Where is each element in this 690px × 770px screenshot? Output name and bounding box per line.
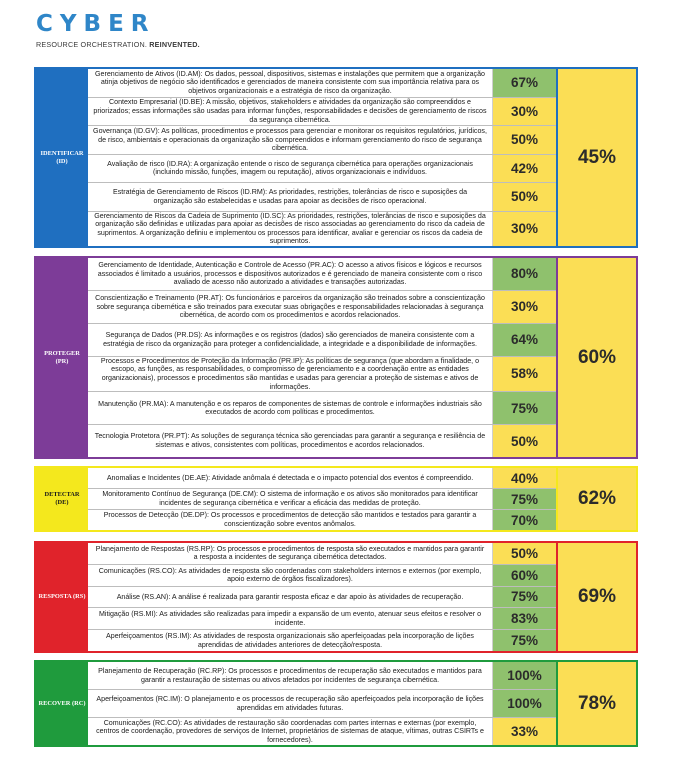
control-description: Monitoramento Contínuo de Segurança (DE.CM): O sistema de informação e os ativos são monitorados para identificar incidentes de segurança cibernética e verificar a eficácia das medidas de proteção. [102, 490, 478, 507]
control-score: 30% [492, 98, 556, 126]
control-score: 33% [492, 718, 556, 745]
table-row [88, 126, 556, 155]
control-score: 40% [492, 468, 556, 488]
control-score: 100% [492, 690, 556, 717]
table-row [88, 718, 556, 745]
table-row [88, 291, 556, 324]
category-rows [88, 69, 556, 246]
control-description: Comunicações (RC.CO): As atividades de restauração são coordenadas com partes internas e externas (por exemplo, centros de coordenação, provedores de serviços de Internet, proprietários de sistemas de ataque, vítimas, outras CSIRTs e fornecedores). [96, 718, 484, 744]
table-row [88, 608, 556, 630]
logo-wordmark: CYBER [36, 11, 156, 37]
category-label: PROTEGER (PR) [36, 258, 88, 457]
category-total-score: 69% [556, 543, 636, 651]
control-description: Aperfeiçoamentos (RC.IM): O planejamento e os processos de recuperação são aperfeiçoados pela incorporação de lições aprendidas em atividades futuras. [96, 694, 484, 712]
control-description: Mitigação (RS.MI): As atividades são realizadas para impedir a expansão de um evento, atenuar seus efeitos e resolver o incidente. [98, 610, 482, 627]
control-description: Segurança de Dados (PR.DS): As informações e os registros (dados) são gerenciados de maneira consistente com a estratégia de risco da organização para proteger a confidencialidade, a integridade e a disponibilidade de informações. [103, 331, 477, 348]
control-score: 30% [492, 212, 556, 246]
table-row [88, 155, 556, 184]
control-description: Estratégia de Gerenciamento de Riscos (ID.RM): As prioridades, restrições, tolerâncias de risco e suposições da organização são estabelecidas e usadas para apoiar as decisões de risco operacional. [112, 188, 468, 205]
section-recover [34, 660, 638, 747]
table-row [88, 543, 556, 565]
control-description: Manutenção (PR.MA): A manutenção e os reparos de componentes de sistemas de controle e informações industriais são executados de acordo com políticas e procedimentos. [98, 399, 482, 417]
control-score: 75% [492, 489, 556, 509]
logo-tagline-regular: RESOURCE ORCHESTRATION. [36, 40, 148, 49]
table-row [88, 392, 556, 425]
control-score: 75% [492, 587, 556, 608]
table-row [88, 662, 556, 690]
control-description: Avaliação de risco (ID.RA): A organização entende o risco de segurança cibernética para operações organizacionais (incluindo missão, funções, imagem ou reputação), ativos organizacionais e indivíduos. [107, 159, 473, 177]
control-description: Processos e Procedimentos de Proteção da Informação (PR.IP): As políticas de segurança (que abordam a finalidade, o escopo, as funções, as responsabilidades, o compromisso de gerenciamento e a coordenação entre as entidades organizacionais), processos e procedimentos são mantidas e usadas para gerenciar a proteção de sistemas e ativos de informações. [100, 356, 480, 391]
control-score: 58% [492, 357, 556, 391]
logo-tagline-bold: REINVENTED. [149, 40, 200, 49]
control-description: Contexto Empresarial (ID.BE): A missão, objetivos, stakeholders e atividades da organização são compreendidos e priorizados; essas informações são usadas para informar funções, responsabilidades e decisões de gerenciamento de riscos da segurança cibernética. [93, 98, 487, 124]
category-total-score: 60% [556, 258, 636, 457]
table-row [88, 258, 556, 291]
control-score: 67% [492, 69, 556, 97]
control-description: Gerenciamento de Riscos da Cadeia de Suprimento (ID.SC): As prioridades, restrições, tolerâncias de risco e suposições da organização são definidas e utilizadas para apoiar as decisões de risco associadas ao gerenciamento do risco da cadeia de suprimentos. A organização definiu e implementou os processos para identificar, avaliar e gerenciar os riscos da cadeia de suprimentos. [94, 211, 486, 246]
category-total-score: 62% [556, 468, 636, 530]
control-score: 83% [492, 608, 556, 629]
control-score: 70% [492, 510, 556, 530]
category-label: RECOVER (RC) [36, 662, 88, 745]
control-description: Governança (ID.GV): As políticas, procedimentos e processos para gerenciar e monitorar os requisitos regulatórios, jurídicos, de risco, ambientais e operacionais da organização são compreendidos e informam gerenciamento do risco de segurança cibernética. [93, 126, 487, 153]
table-row [88, 630, 556, 651]
section-identificar [34, 67, 638, 248]
category-rows [88, 662, 556, 745]
control-score: 75% [492, 630, 556, 651]
cyber-logo [36, 10, 256, 54]
control-score: 100% [492, 662, 556, 689]
table-row [88, 98, 556, 127]
control-score: 60% [492, 565, 556, 586]
section-resposta [34, 541, 638, 653]
table-row [88, 565, 556, 587]
control-description: Anomalias e Incidentes (DE.AE): Atividade anômala é detectada e o impacto potencial dos eventos é compreendido. [106, 473, 474, 482]
category-total-score: 78% [556, 662, 636, 745]
category-rows [88, 468, 556, 530]
logo-tagline [36, 40, 256, 49]
table-row [88, 357, 556, 392]
table-row [88, 468, 556, 489]
table-row [88, 183, 556, 212]
category-label: IDENTIFICAR (ID) [36, 69, 88, 246]
table-row [88, 212, 556, 246]
table-row [88, 587, 556, 609]
table-row [88, 489, 556, 510]
control-description: Gerenciamento de Identidade, Autenticação e Controle de Acesso (PR.AC): O acesso a ativos físicos e lógicos e recursos associados é limitado a usuários, processos e dispositivos autorizados e é gerenciado de maneira consistente com o risco avaliado de acesso não autorizado a atividades e transações autorizadas. [97, 261, 483, 287]
control-description: Planejamento de Recuperação (RC.RP): Os processos e procedimentos de recuperação são executados e mantidos para garantir a restauração de sistemas ou ativos afetados por incidentes de segurança cibernética. [98, 666, 482, 684]
control-score: 75% [492, 392, 556, 424]
category-total-score: 45% [556, 69, 636, 246]
control-score: 50% [492, 543, 556, 564]
control-description: Aperfeiçoamentos (RS.IM): As atividades de resposta organizacionais são aperfeiçoadas pela incorporação de lições aprendidas de atividades anteriores de detecção/resposta. [106, 631, 474, 649]
control-description: Planejamento de Respostas (RS.RP): Os processos e procedimentos de resposta são executados e mantidos para garantir a resposta a incidentes de segurança cibernética detectados. [95, 544, 485, 562]
control-description: Análise (RS.AN): A análise é realizada para garantir resposta eficaz e dar apoio às atividades de recuperação. [116, 592, 464, 601]
control-description: Tecnologia Protetora (PR.PT): As soluções de segurança técnica são gerenciadas para garantir a segurança e resiliência de sistemas e ativos, consistentes com políticas, procedimentos e acordos relacionados. [94, 432, 486, 450]
control-description: Processos de Detecção (DE.DP): Os processos e procedimentos de detecção são mantidos e testados para garantir a conscientização sobre eventos anômalos. [103, 511, 477, 528]
control-score: 30% [492, 291, 556, 323]
table-row [88, 69, 556, 98]
control-score: 50% [492, 126, 556, 154]
control-score: 80% [492, 258, 556, 290]
control-description: Gerenciamento de Ativos (ID.AM): Os dados, pessoal, dispositivos, sistemas e instalações que permitem que a organização atinja objetivos de negócio são identificados e gerenciados de maneira consistente com sua importância relativa para os objetivos organizacionais e a estratégia de risco da organização. [95, 69, 485, 96]
category-label: RESPOSTA (RS) [36, 543, 88, 651]
category-rows [88, 258, 556, 457]
control-score: 50% [492, 183, 556, 211]
control-score: 42% [492, 155, 556, 183]
control-description: Comunicações (RS.CO): As atividades de resposta são coordenadas com stakeholders internos e externos (por exemplo, apoio externo de órgãos fiscalizadores). [98, 566, 482, 584]
table-row [88, 324, 556, 357]
table-row [88, 690, 556, 718]
control-score: 50% [492, 425, 556, 457]
category-rows [88, 543, 556, 651]
control-description: Conscientização e Treinamento (PR.AT): Os funcionários e parceiros da organização são treinados sobre a conscientização sobre segurança cibernética e são treinados para executar suas obrigações e responsabilidades relacionadas à segurança cibernética, de acordo com os procedimentos e acordos relacionados. [95, 293, 485, 320]
table-row [88, 510, 556, 530]
table-row [88, 425, 556, 457]
section-detectar [34, 466, 638, 532]
section-proteger [34, 256, 638, 459]
control-score: 64% [492, 324, 556, 356]
category-label: DETECTAR (DE) [36, 468, 88, 530]
